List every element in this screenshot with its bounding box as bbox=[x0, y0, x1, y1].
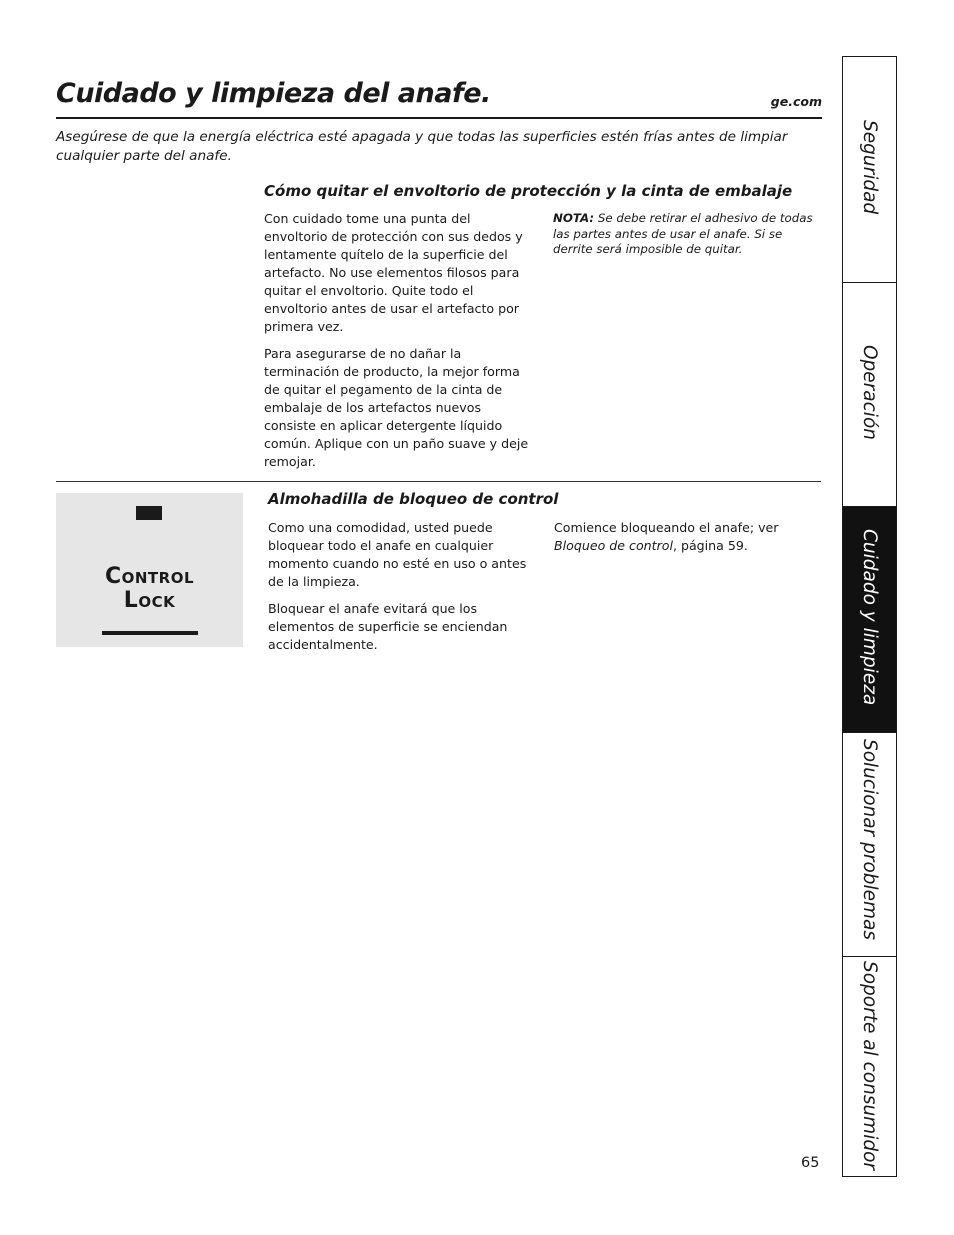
tab-label-operacion: Operación bbox=[859, 345, 880, 440]
control-lock-pad-illustration bbox=[56, 493, 243, 647]
tab-solucionar-problemas[interactable] bbox=[843, 733, 896, 957]
tab-operacion[interactable] bbox=[843, 283, 896, 507]
intro-text: Asegúrese de que la energía eléctrica esté apagada y que todas las superficies estén frías antes de limpiar cualquier parte del anafe. bbox=[56, 129, 788, 164]
section1-note bbox=[553, 211, 818, 258]
page-title: Cuidado y limpieza del anafe. bbox=[56, 78, 491, 109]
tab-seguridad[interactable] bbox=[843, 57, 896, 283]
section2-right-column bbox=[554, 519, 819, 564]
site-url: ge.com bbox=[770, 94, 822, 109]
lock-pad-bar bbox=[102, 631, 198, 635]
tab-label-seguridad: Seguridad bbox=[859, 120, 880, 215]
tab-label-soporte-al-consumidor: Soporte al consumidor bbox=[859, 961, 880, 1171]
section2-paragraph-1: Como una comodidad, usted puede bloquear todo el anafe en cualquier momento cuando no esté en uso o antes de la limpieza. bbox=[268, 520, 527, 589]
section2-left-column bbox=[268, 519, 530, 663]
tab-soporte-al-consumidor[interactable] bbox=[843, 957, 896, 1176]
p3-end: , página 59. bbox=[672, 538, 748, 553]
section1-left-column bbox=[264, 210, 536, 480]
p3-reference: Bloqueo de control bbox=[554, 538, 673, 553]
tab-label-solucionar-problemas: Solucionar problemas bbox=[859, 739, 880, 941]
tab-cuidado-y-limpieza[interactable] bbox=[843, 507, 896, 733]
section-divider bbox=[56, 481, 821, 482]
control-lock-line-2: Lock bbox=[123, 588, 176, 613]
note-text: Se debe retirar el adhesivo de todas las partes antes de usar el anafe. Si se derrite será imposible de quitar. bbox=[553, 211, 813, 256]
control-lock-line-1: Control bbox=[104, 564, 195, 589]
section-heading-protective-wrap: Cómo quitar el envoltorio de protección y la cinta de embalaje bbox=[264, 182, 793, 200]
title-rule bbox=[56, 117, 822, 119]
section2-paragraph-2: Bloquear el anafe evitará que los elementos de superficie se enciendan accidentalmente. bbox=[268, 601, 508, 652]
tab-label-cuidado-y-limpieza: Cuidado y limpieza bbox=[859, 529, 880, 706]
p3-start: Comience bloqueando el anafe; ver bbox=[554, 520, 779, 535]
section1-paragraph-1: Con cuidado tome una punta del envoltorio de protección con sus dedos y lentamente quítelo de la superficie del artefacto. No use elementos filosos para quitar el envoltorio. Quite todo el envoltorio antes de usar el artefacto por primera vez. bbox=[264, 211, 523, 334]
page-number: 65 bbox=[801, 1155, 820, 1171]
section1-paragraph-2: Para asegurarse de no dañar la terminación de producto, la mejor forma de quitar el pegamento de la cinta de embalaje de los artefactos nuevos consiste en aplicar detergente líquido común. Aplique con un paño suave y deje remojar. bbox=[264, 346, 529, 469]
section2-paragraph-3 bbox=[554, 519, 819, 555]
section-heading-control-lock: Almohadilla de bloqueo de control bbox=[268, 490, 559, 508]
lock-indicator-light bbox=[136, 506, 162, 520]
note-label: NOTA: bbox=[553, 211, 595, 225]
control-lock-label bbox=[56, 565, 243, 613]
side-tab-navigation bbox=[842, 56, 897, 1177]
